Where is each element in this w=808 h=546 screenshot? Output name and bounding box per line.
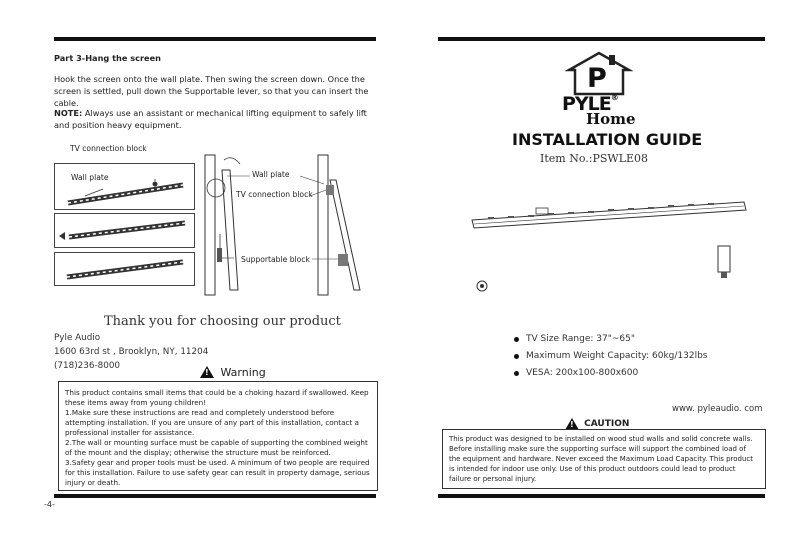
warning-box (58, 381, 378, 491)
warning-line: 1.Make sure these instructions are read and completely understood before attempting installation. If you are unsure of any part of this installation, contact a professional installer for assistance. (65, 408, 359, 437)
note-text: Always use an assistant or mechanical lifting equipment to safely lift and position heavy equipment. (54, 108, 367, 130)
registered-mark: ® (610, 93, 618, 102)
warning-icon: ! (200, 366, 214, 378)
brand-text: PYLE (562, 93, 611, 115)
caution-text: This product was designed to be installed on wood stud walls and solid concrete walls. Before installing make sure the supporting surface will support the combined load of the equipment and hardware. Never exceed the Maximum Load Capacity. This product is intended for indoor use only. Use of this product outdoors could lead to product failure or personal injury. (449, 435, 754, 483)
spec-item: TV Size Range: 37"~65" (512, 331, 707, 348)
spec-item: VESA: 200x100-800x600 (512, 365, 707, 382)
page-number: -4- (44, 500, 55, 509)
warning-line: 3.Safety gear and proper tools must be used. A minimum of two people are required for this installation. Failure to use safety gear can result in property damage, serious injury or death. (65, 458, 370, 487)
instructions-text: Hook the screen onto the wall plate. Then swing the screen down. Once the screen is settled, pull down the Supportable lever, so that you can insert the cable. (54, 74, 369, 108)
caution-title: CAUTION (584, 419, 630, 429)
label-tv-connection-block-side: TV connection block (236, 190, 313, 199)
spec-item: Maximum Weight Capacity: 60kg/132lbs (512, 348, 707, 365)
company-phone: (718)236-8000 (54, 361, 121, 371)
left-bottom-rule (54, 494, 376, 498)
label-supportable-block: Supportable block (241, 255, 310, 264)
thanks-heading: Thank you for choosing our product (104, 314, 341, 329)
label-wall-plate-side: Wall plate (252, 170, 290, 179)
label-wall-plate-box: Wall plate (71, 173, 109, 182)
logo-letter: P (587, 63, 607, 94)
caution-icon: ! (565, 418, 579, 430)
warning-line: 2.The wall or mounting surface must be capable of supporting the combined weight of the mount and the display; otherwise the structure must be reinforced. (65, 438, 368, 457)
mount-bracket-illustration (468, 198, 748, 298)
company-name: Pyle Audio (54, 333, 101, 343)
wall-plate-illustration-3 (61, 257, 187, 281)
label-tv-connection-block-top: TV connection block (70, 144, 147, 153)
spec-list (512, 331, 707, 382)
wall-plate-illustration-1 (63, 179, 187, 207)
section-title: Part 3-Hang the screen (54, 53, 161, 63)
diagram-box-2 (54, 213, 195, 248)
guide-title: INSTALLATION GUIDE (512, 130, 703, 149)
note-label: NOTE: (54, 108, 83, 118)
right-bottom-rule (438, 494, 765, 498)
website[interactable]: www. pyleaudio. com (672, 404, 763, 414)
diagram-box-1 (54, 163, 195, 210)
item-number: Item No.:PSWLE08 (540, 152, 649, 165)
diagram-box-3 (54, 252, 195, 286)
caution-box (442, 429, 766, 489)
wall-plate-illustration-2 (59, 218, 189, 242)
right-top-rule (438, 37, 765, 41)
brand-sub: Home (586, 110, 636, 128)
warning-line: This product contains small items that could be a choking hazard if swallowed. Keep these items away from young children! (65, 388, 369, 407)
warning-title: Warning (220, 365, 266, 379)
warning-heading (200, 365, 266, 379)
left-top-rule (54, 37, 376, 41)
note (54, 107, 374, 131)
company-address: 1600 63rd st , Brooklyn, NY, 11204 (54, 347, 209, 357)
